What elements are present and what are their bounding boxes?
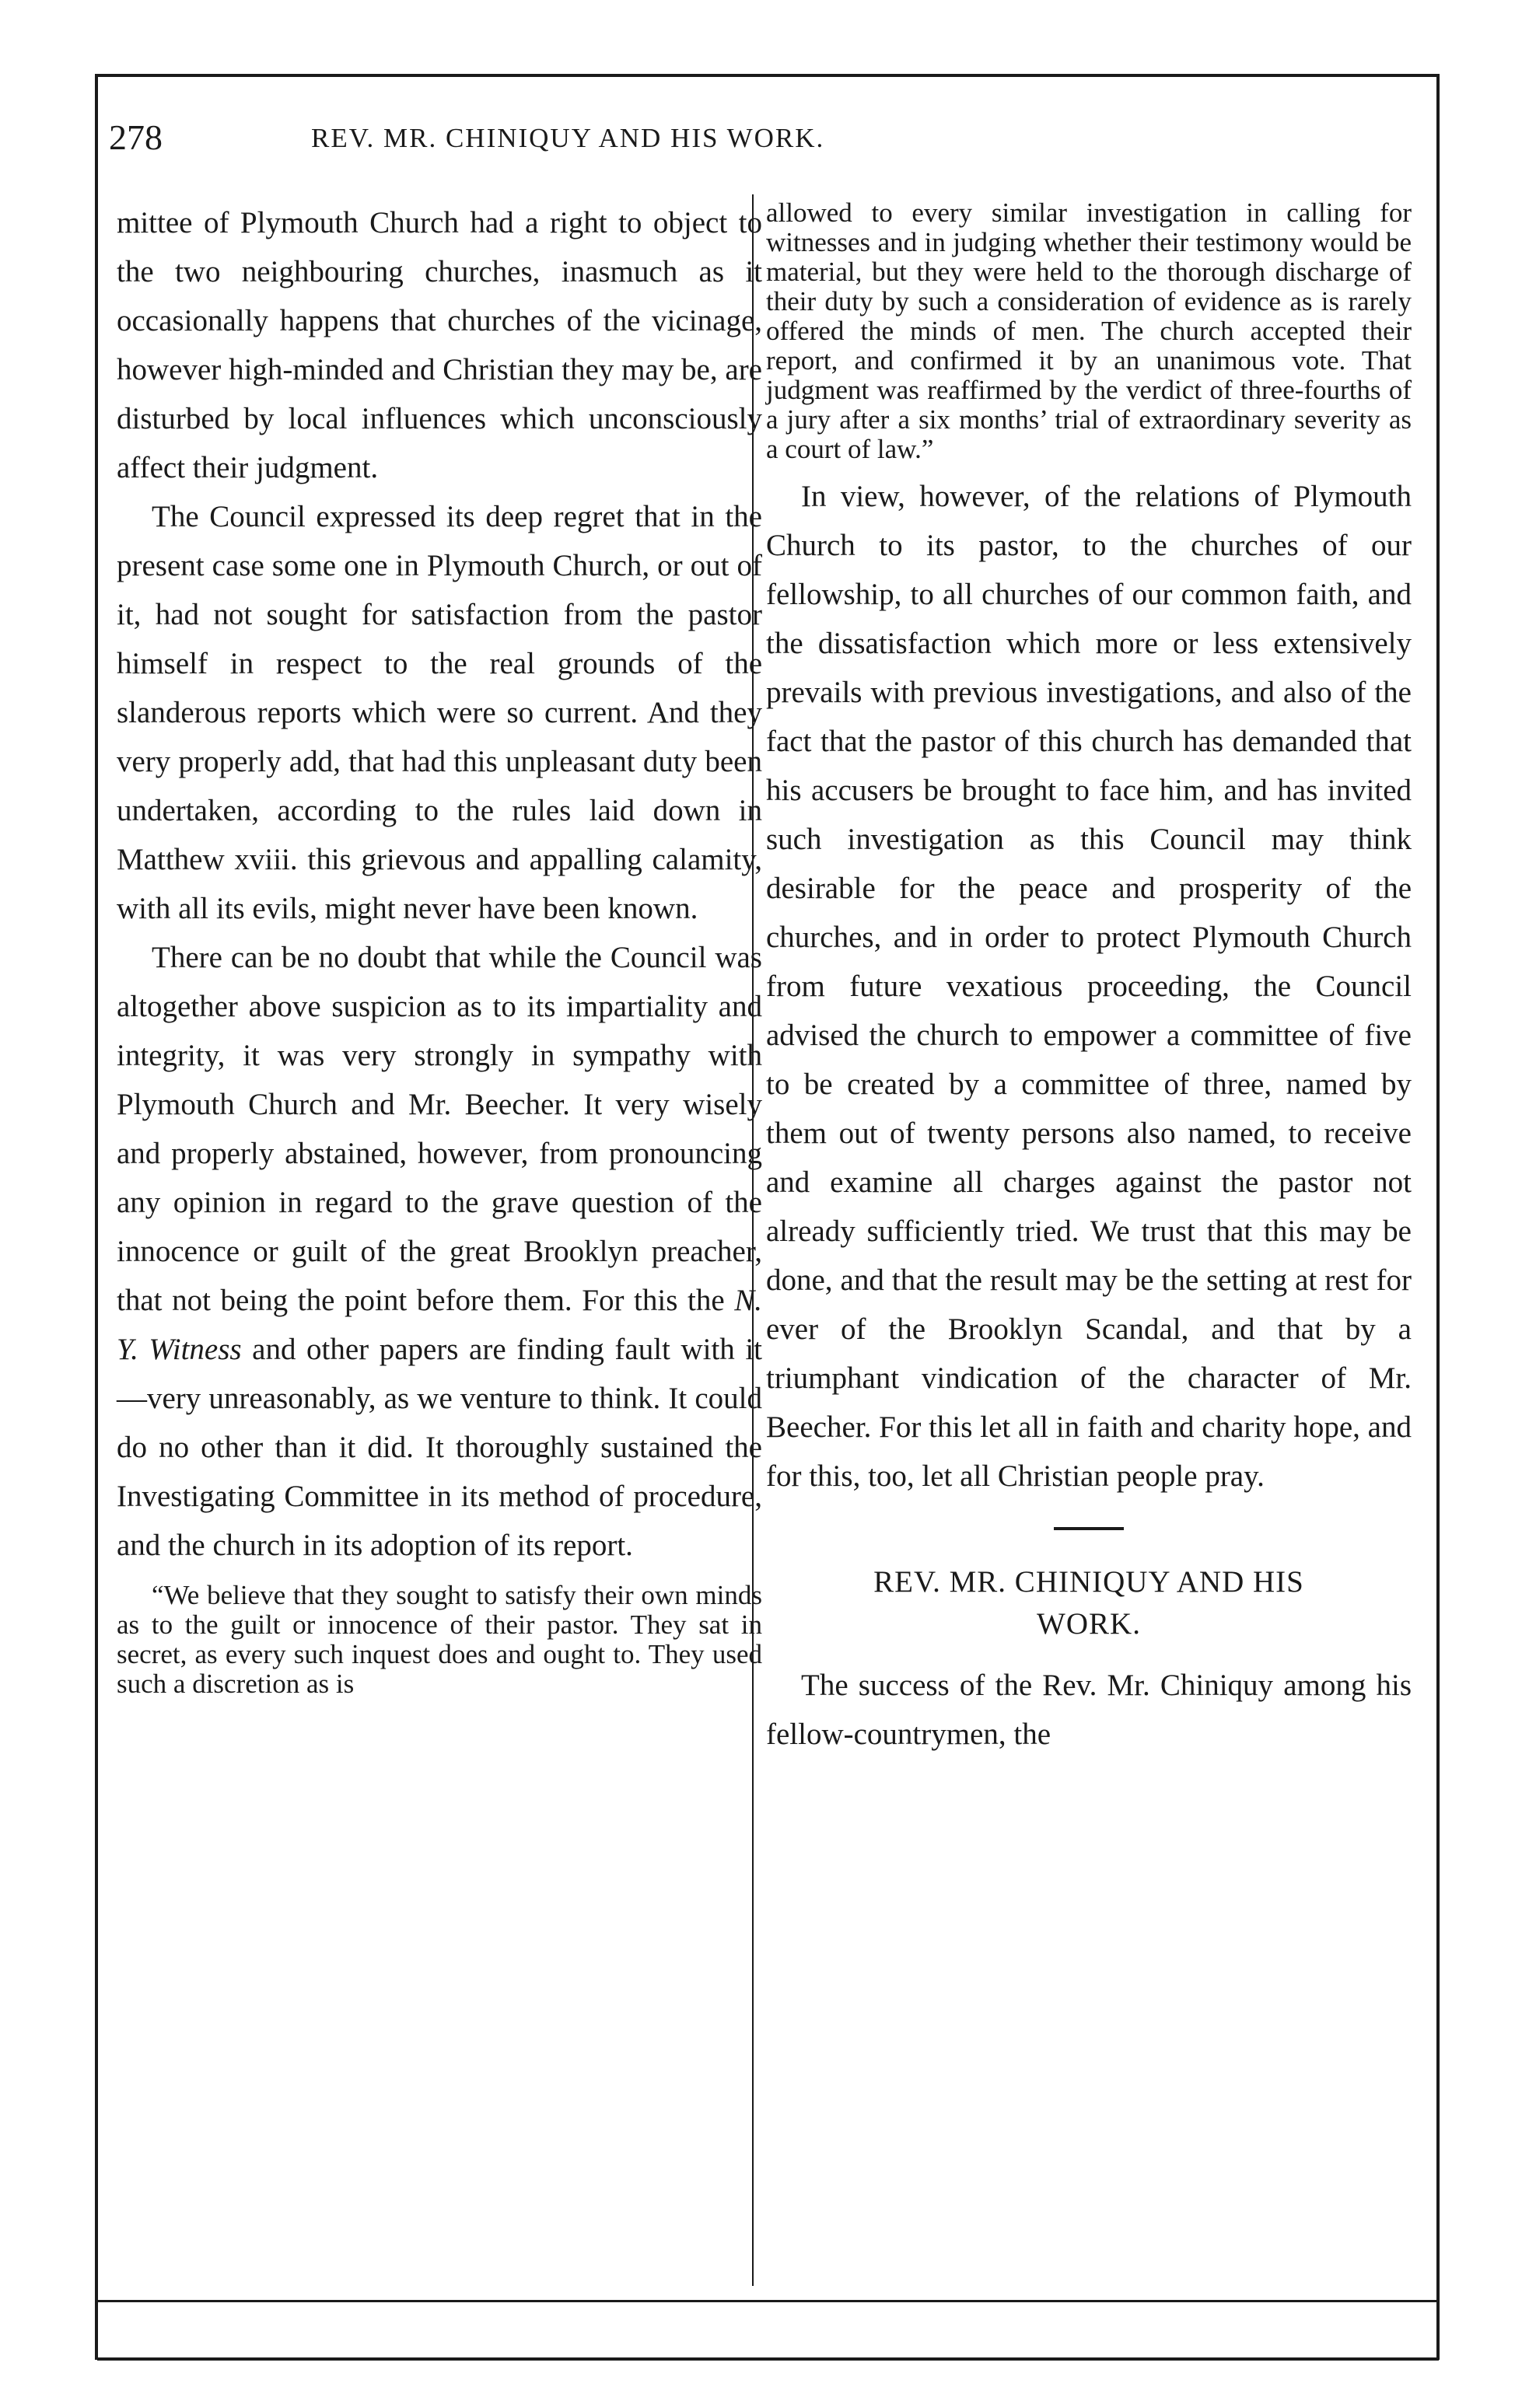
left-paragraph-3: [117, 933, 762, 1570]
right-border-rule: [1436, 74, 1440, 2360]
left-paragraph-2: The Council expressed its deep regret that in the present case some one in Plymouth Church, or out of it, had not sought for satisfaction from the pastor himself in respect to the real grounds of the slanderous reports which were so current. And they very properly add, that had this unpleasant duty been undertaken, according to the rules laid down in Matthew xviii. this grievous and appalling calamity, with all its evils, might never have been known.: [117, 500, 762, 925]
left-paragraph-3-end: and other papers are finding fault with it—very unreasonably, as we venture to think. It could do no other than it did. It thoroughly sustained the Investigating Committee in its method of procedure, and the church in its adoption of its report.: [117, 1333, 763, 1562]
top-border-rule: [97, 74, 1439, 77]
footer-rule: [97, 2300, 1439, 2302]
section-heading-line-2: WORK.: [1037, 1607, 1141, 1641]
left-paragraph-3-start: There can be no doubt that while the Council was altogether above suspicion as to its impartiality and integrity, it was very strongly in sympathy with Plymouth Church and Mr. Beecher. It very wisely and properly abstained, however, from pronouncing any opinion in regard to the grave question of the innocence or guilt of the great Brooklyn preacher, that not being the point before them. For this the: [117, 941, 762, 1317]
left-border-rule: [95, 74, 98, 2360]
section-heading: [766, 1561, 1412, 1645]
right-column: [766, 198, 1412, 1759]
page-number: 278: [109, 117, 163, 157]
block-quote-continued: allowed to every similar investigation in calling for witnesses and in judging whether their testimony would be material, but they were held to the thorough discharge of their duty by such a consideration of evidence as is rarely offered the minds of men. The church accepted their report, and confirmed it by an unanimous vote. That judgment was reaffirmed by the verdict of three-fourths of a jury after a six months’ trial of extraordinary severity as a court of law.”: [766, 197, 1412, 464]
bottom-border-rule: [97, 2357, 1439, 2361]
left-column: [117, 198, 762, 1699]
running-head: REV. MR. CHINIQUY AND HIS WORK.: [311, 123, 825, 153]
right-paragraph-3: The success of the Rev. Mr. Chiniquy among his fellow-countrymen, the: [766, 1669, 1412, 1751]
newspaper-title: N. Y. Witness: [117, 1284, 762, 1366]
section-separator: [1054, 1527, 1124, 1530]
left-paragraph-1: mittee of Plymouth Church had a right to object to the two neighbouring churches, inasmuch as it occasionally happens that churches of the vicinage, however high-minded and Christian they may be, are disturbed by local influences which unconsciously affect their judgment.: [117, 206, 762, 484]
page-header: [109, 117, 1431, 179]
block-quote-start: “We believe that they sought to satisfy their own minds as to the guilt or innocence of their pastor. They sat in secret, as every such inquest does and ought to. They used such a discretion as is: [117, 1580, 762, 1699]
right-paragraph-2: In view, however, of the relations of Plymouth Church to its pastor, to the churches of our fellowship, to all churches of our common faith, and the dissatisfaction which more or less extensively prevails with previous investigations, and also of the fact that the pastor of this church has demanded that his accusers be brought to face him, and has invited such investigation as this Council may think desirable for the peace and prosperity of the churches, and in order to protect Plymouth Church from future vexatious proceeding, the Council advised the church to empower a committee of five to be created by a committee of three, named by them out of twenty persons also named, to receive and examine all charges against the pastor not already sufficiently tried. We trust that this may be done, and that the result may be the setting at rest for ever of the Brooklyn Scandal, and that by a triumphant vindication of the character of Mr. Beecher. For this let all in faith and charity hope, and for this, too, let all Christian people pray.: [766, 480, 1412, 1493]
section-heading-line-1: REV. MR. CHINIQUY AND HIS: [873, 1565, 1304, 1599]
